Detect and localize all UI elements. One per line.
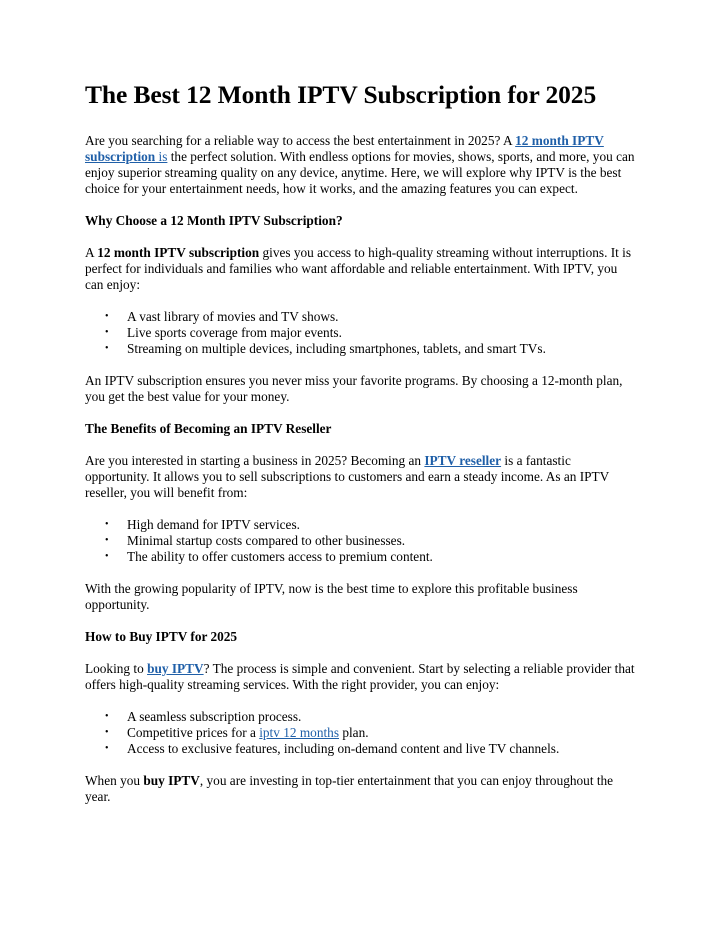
section-heading-how-to-buy: How to Buy IPTV for 2025 [85, 628, 238, 644]
list-item [85, 741, 635, 757]
list-item-text: High demand for IPTV services. [127, 516, 300, 532]
section3-text-post: ? The process is simple and convenient. Start by selecting a reliable provider that offers high-quality streaming services. With the right provider, you can enjoy: [85, 660, 635, 692]
list-item [85, 725, 635, 741]
section2-text-pre: Are you interested in starting a business in 2025? Becoming an [85, 452, 425, 468]
bullet-icon: • [105, 726, 109, 738]
section3-closing-bold: buy IPTV [143, 772, 200, 788]
section1-text-pre: A [85, 244, 98, 260]
section3-text-pre: Looking to [85, 660, 148, 676]
bullet-icon: • [105, 518, 109, 530]
list-item [85, 341, 635, 357]
bullet-icon: • [105, 342, 109, 354]
link-iptv-reseller[interactable]: IPTV reseller [424, 452, 502, 468]
bullet-icon: • [105, 534, 109, 546]
list-item [85, 533, 635, 549]
bullet-icon: • [105, 742, 109, 754]
section3-paragraph-1 [85, 661, 635, 693]
section2-text-post: is a fantastic opportunity. It allows you to sell subscriptions to customers and earn a steady income. As an IPTV reseller, you will benefit from: [85, 452, 610, 500]
list-item [85, 709, 635, 725]
list-item-text-post: plan. [339, 724, 369, 740]
list-item [85, 309, 635, 325]
page-title: The Best 12 Month IPTV Subscription for 2025 [85, 80, 597, 109]
list-item [85, 549, 635, 565]
section3-closing-post: , you are investing in top-tier entertainment that you can enjoy throughout the year. [85, 772, 614, 804]
intro-paragraph [85, 133, 635, 197]
bullet-icon: • [105, 710, 109, 722]
list-item-text-pre: Competitive prices for a [127, 724, 260, 740]
link-12-month-iptv-subscription[interactable]: 12 month IPTV subscription [85, 132, 604, 164]
document-body [85, 80, 635, 821]
bullet-icon: • [105, 326, 109, 338]
list-item-text: A vast library of movies and TV shows. [127, 308, 339, 324]
list-item-text: Access to exclusive features, including on-demand content and live TV channels. [127, 740, 560, 756]
section1-paragraph-2: An IPTV subscription ensures you never miss your favorite programs. By choosing a 12-month plan, you get the best value for your money. [85, 372, 623, 404]
bullet-icon: • [105, 550, 109, 562]
section3-closing-pre: When you [85, 772, 144, 788]
section1-bullet-list [85, 309, 635, 357]
section1-paragraph-1 [85, 245, 635, 293]
link-iptv-12-months[interactable]: iptv 12 months [259, 724, 339, 740]
section1-bold-text: 12 month IPTV subscription [97, 244, 260, 260]
link-is[interactable]: is [155, 148, 168, 164]
intro-text-1: Are you searching for a reliable way to access the best entertainment in 2025? A [85, 132, 516, 148]
list-item [85, 517, 635, 533]
section-heading-reseller: The Benefits of Becoming an IPTV Reseller [85, 420, 332, 436]
section1-text-post: gives you access to high-quality streaming without interruptions. It is perfect for individuals and families who want affordable and reliable entertainment. With IPTV, you can enjoy: [85, 244, 632, 292]
list-item-text: The ability to offer customers access to premium content. [127, 548, 433, 564]
section2-paragraph-1 [85, 453, 635, 501]
section-heading-why-choose: Why Choose a 12 Month IPTV Subscription? [85, 212, 343, 228]
list-item-text: A seamless subscription process. [127, 708, 302, 724]
section3-paragraph-2 [85, 773, 635, 805]
list-item-text: Streaming on multiple devices, including smartphones, tablets, and smart TVs. [127, 340, 546, 356]
list-item-text: Minimal startup costs compared to other businesses. [127, 532, 406, 548]
list-item-text: Live sports coverage from major events. [127, 324, 342, 340]
bullet-icon: • [105, 310, 109, 322]
link-buy-iptv[interactable]: buy IPTV [147, 660, 204, 676]
list-item [85, 325, 635, 341]
section2-paragraph-2: With the growing popularity of IPTV, now is the best time to explore this profitable business opportunity. [85, 580, 578, 612]
intro-text-2: the perfect solution. With endless options for movies, shows, sports, and more, you can enjoy superior streaming quality on any device, anytime. Here, we will explore why IPTV is the best choice for your entertainment needs, how it works, and the amazing features you can expect. [85, 148, 635, 196]
section3-bullet-list [85, 709, 635, 757]
section2-bullet-list [85, 517, 635, 565]
